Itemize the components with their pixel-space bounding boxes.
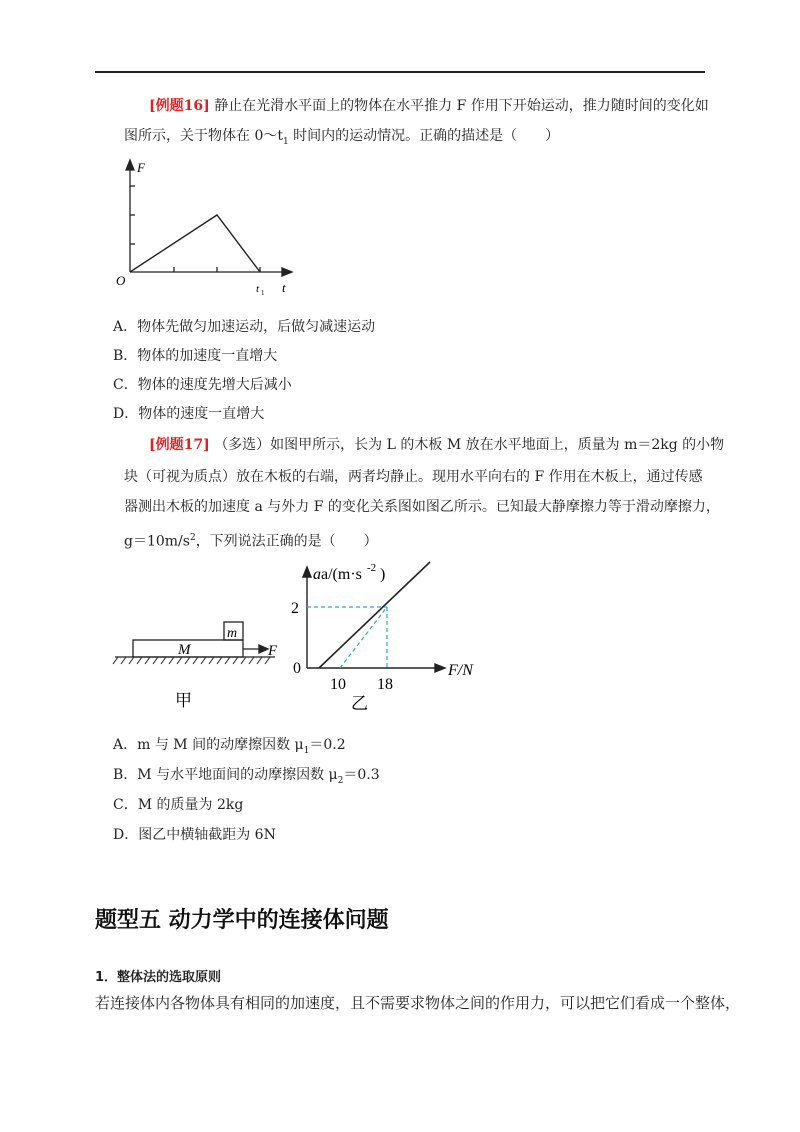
top-rule [95,71,705,73]
section-heading: 题型五 动力学中的连接体问题 [95,908,389,933]
ex16-option-b: B．物体的加速度一直增大 [113,348,278,364]
ex16-text-1: 静止在光滑水平面上的物体在水平推力 F 作用下开始运动，推力随时间的变化如 [214,98,709,114]
ex16-y-label: F [137,160,145,175]
board-M [133,640,243,657]
block-m [224,622,243,640]
ex17-line-3: 器测出木板的加速度 a 与外力 F 的变化关系图如图乙所示。已知最大静摩擦力等于滑动摩擦力， [124,499,720,515]
ex16-tag: [例题16] [149,98,210,114]
caption-jia: 甲 [175,691,192,710]
ex16-force-line [130,215,260,272]
yi-origin: 0 [293,660,301,677]
section-paragraph: 若连接体内各物体具有相同的加速度，且不需要求物体之间的作用力，可以把它们看成一个整体， [95,994,741,1012]
ex17-line-4: $g=10m/s^2$，下列说法正确的是（ ） [124,533,378,550]
ex16-x-arrow [282,268,292,276]
yi-x-arrow [435,664,445,672]
ex17-line-2: 块（可视为质点）放在木板的右端，两者均静止。现用水平向右的 F 作用在木板上，通过传感 [124,469,703,485]
ex16-line-1 [149,96,709,116]
yi-y-axis-label: aa/(m·s [313,566,362,583]
ex17-option-a: A．m 与 M 间的动摩擦因数 $\mu_1=0.2$ [113,737,346,756]
force-label: F [268,643,278,659]
yi-x-tick-18: 18 [377,676,393,693]
ground-hatching [113,657,270,664]
yi-x-axis-label: F/N [448,662,473,679]
yi-dash-diagonal [340,607,387,668]
yi-y-axis-end: ) [380,566,386,583]
ex16-t1-sub: 1 [261,289,265,297]
ex16-option-d: D．物体的速度一直增大 [113,406,265,422]
yi-solid-line [319,562,430,668]
ex17-option-b: B．M 与水平地面间的动摩擦因数 $\mu_2=0.3$ [113,767,380,786]
block-m-label: m [227,626,238,641]
ex16-origin: O [116,273,126,288]
ex16-x-label: t [282,280,286,295]
ex17-line-1 [149,435,724,455]
yi-y-tick-2: 2 [291,600,299,617]
ex17-text-1: （多选）如图甲所示，长为 L 的木板 M 放在水平地面上，质量为 m＝2kg 的小物 [214,437,725,453]
board-M-label: M [178,642,191,658]
yi-x-tick-10: 10 [330,676,346,693]
ex17-option-d: D．图乙中横轴截距为 6N [113,827,276,843]
section-subheading: 1．整体法的选取原则 [95,970,222,985]
ex16-option-c: C．物体的速度先增大后减小 [113,377,292,393]
yi-y-axis-sup: -2 [367,562,377,574]
yi-y-arrow [303,567,311,577]
ex16-y-arrow [126,160,134,170]
ex16-t1-label: t [256,283,260,295]
ex16-option-a: A．物体先做匀加速运动，后做匀减速运动 [113,319,376,335]
caption-yi: 乙 [351,694,368,713]
ex17-option-c: C．M 的质量为 2kg [113,797,244,813]
ex16-line-2: 图所示，关于物体在 $0\sim t_1$ 时间内的运动情况。正确的描述是（ ） [124,128,560,147]
ex17-tag: [例题17] [149,437,210,453]
